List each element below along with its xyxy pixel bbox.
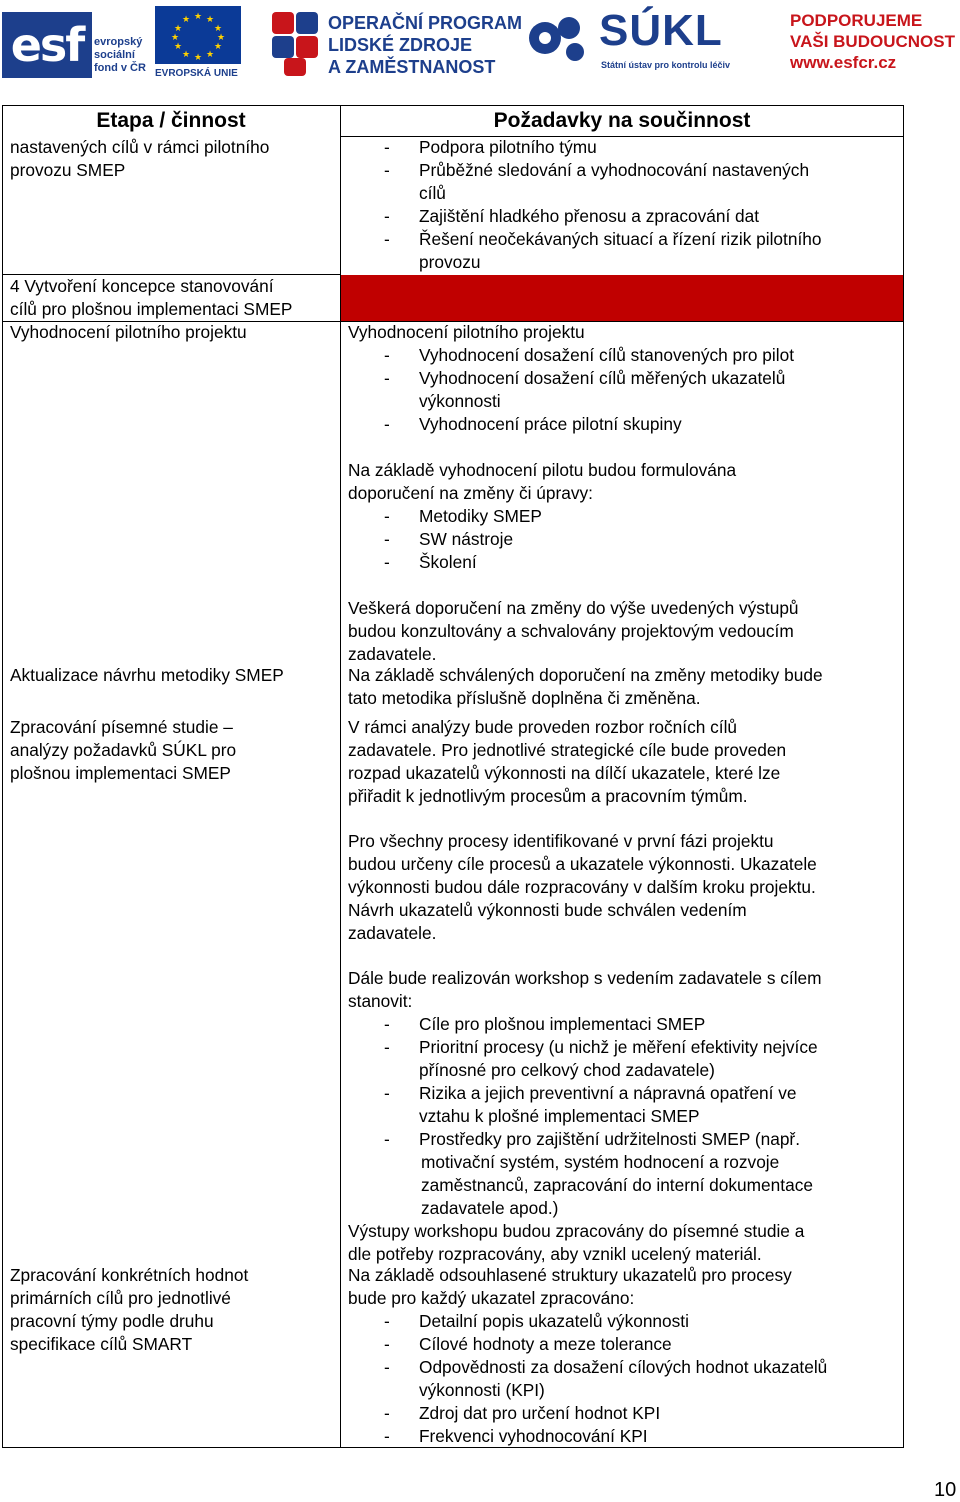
list-item: - Vyhodnocení dosažení cílů měřených ukazatelů: [384, 368, 786, 388]
requirements-cell-r1: [348, 136, 821, 274]
list-item-continuation: výkonnosti: [419, 391, 501, 411]
list-item: - Zajištění hladkého přenosu a zpracování dat: [384, 206, 760, 226]
requirements-cell-r5: V rámci analýzy bude proveden rozbor ročních cílů zadavatele. Pro jednotlivé strategické cíle bude proveden rozpad ukazatelů výkonnosti na dílčí ukazatele, které lze přiřadit k jednotlivým procesům a pracovním týmům. Pro všechny procesy identifikované v první fázi projektu budou určeny cíle procesů a ukazatele výkonnosti. Ukazatele výkonnosti budou dále rozpracovány v dalším kroku projektu. Návrh ukazatelů výkonnosti bude schválen vedením zadavatele. Dále bude realizován workshop s vedením zadavatele s cílem stanovit: - Cíle pro plošnou implementaci SMEP - Prioritní procesy (u nichž je měření efektivity nejvíce přínosné pro celkový chod zadavatele) - Rizika a jejich preventivní a nápravná opatření ve vztahu k plošné implementaci SMEP - Prostředky pro zajištění udržitelnosti SMEP (např. motivační systém, systém hodnocení a rozvoje zaměstnanců, zapracování do interní dokumentace zadavatele apod.) Výstupy workshopu budou zpracovány do písemné studie a dle potřeby rozpracovány, aby vznikl ucelený materiál.: [348, 717, 822, 1264]
list-item: - Prostředky pro zajištění udržitelnosti SMEP (např.: [384, 1129, 800, 1149]
list-item: - Podpora pilotního týmu: [384, 137, 597, 157]
sukl-subtitle: Státní ústav pro kontrolu léčiv: [601, 60, 731, 70]
list-item-continuation: zaměstnanců, zapracování do interní dokumentace: [421, 1175, 813, 1195]
page-number: 10: [934, 1479, 957, 1501]
table-border-left: [2, 105, 3, 1448]
table-border-right: [903, 105, 904, 1448]
requirements-cell-r4: Na základě schválených doporučení na změny metodiky bude tato metodika příslušně doplněna či změněna.: [348, 665, 823, 708]
list-item-continuation: motivační systém, systém hodnocení a rozvoje: [421, 1152, 780, 1172]
list-item: - Odpovědnosti za dosažení cílových hodnot ukazatelů: [384, 1357, 828, 1377]
list-item: - Cílové hodnoty a meze tolerance: [384, 1334, 672, 1354]
page-header: [0, 0, 960, 84]
stage-cell-r5: Zpracování písemné studie – analýzy požadavků SÚKL pro plošnou implementaci SMEP: [10, 717, 237, 783]
column-header-stage: Etapa / činnost: [96, 109, 246, 132]
list-item-continuation: zadavatele apod.): [421, 1198, 559, 1218]
list-item: - Metodiky SMEP: [384, 506, 542, 526]
list-item: - SW nástroje: [384, 529, 514, 549]
sukl-emblem-icon: [525, 8, 595, 70]
list-item: - Průběžné sledování a vyhodnocování nastavených: [384, 160, 810, 180]
stage-cell-r6: Zpracování konkrétních hodnot primárních cílů pro jednotlivé pracovní týmy podle druhu specifikace cílů SMART: [10, 1265, 249, 1354]
list-item: - Vyhodnocení práce pilotní skupiny: [384, 414, 682, 434]
list-item: - Cíle pro plošnou implementaci SMEP: [384, 1014, 706, 1034]
activities-table: [2, 105, 904, 1448]
oplz-logo: [268, 6, 523, 82]
esf-mark: esf: [2, 12, 92, 78]
list-item: - Frekvenci vyhodnocování KPI: [384, 1426, 648, 1446]
esf-logo: [2, 4, 154, 80]
list-item-continuation: provozu: [419, 252, 481, 272]
eu-logo: [155, 6, 241, 82]
stage-cell-r1: nastavených cílů v rámci pilotního provozu SMEP: [10, 137, 270, 180]
eu-caption: EVROPSKÁ UNIE: [155, 68, 238, 79]
oplz-caption: OPERAČNÍ PROGRAM LIDSKÉ ZDROJE A ZAMĚSTNANOST: [328, 13, 523, 77]
list-item-continuation: výkonnosti (KPI): [419, 1380, 545, 1400]
stage-cell-r3: Vyhodnocení pilotního projektu: [10, 322, 247, 342]
sukl-name: SÚKL: [599, 6, 723, 55]
puzzle-icon: [268, 6, 324, 78]
list-item: - Detailní popis ukazatelů výkonnosti: [384, 1311, 689, 1331]
list-item: - Školení: [384, 552, 477, 572]
requirements-cell-r3: Vyhodnocení pilotního projektu - Vyhodnocení dosažení cílů stanovených pro pilot - Vyhodnocení dosažení cílů měřených ukazatelů výkonnosti - Vyhodnocení práce pilotní skupiny Na základě vyhodnocení pilotu budou formulována doporučení na změny či úpravy: - Metodiky SMEP - SW nástroje - Školení Veškerá doporučení na změny do výše uvedených výstupů budou konzultovány a schvalovány projektovým vedoucím zadavatele.: [348, 322, 799, 664]
esf-caption: evropský sociální fond v ČR: [94, 36, 146, 74]
support-slogan: PODPORUJEME VAŠI BUDOUCNOST www.esfcr.cz: [790, 10, 960, 80]
stage-cell-r4: Aktualizace návrhu metodiky SMEP: [10, 665, 284, 685]
eu-flag-icon: ★ ★ ★ ★ ★ ★ ★ ★ ★ ★ ★ ★: [155, 6, 241, 64]
list-item-continuation: přínosné pro celkový chod zadavatele): [419, 1060, 715, 1080]
requirements-cell-r6: Na základě odsouhlasené struktury ukazatelů pro procesy bude pro každý ukazatel zpracováno: - Detailní popis ukazatelů výkonnosti - Cílové hodnoty a meze tolerance - Odpovědnosti za dosažení cílových hodnot ukazatelů výkonnosti (KPI) - Zdroj dat pro určení hodnot KPI - Frekvenci vyhodnocování KPI: [348, 1265, 828, 1446]
section-highlight-bar: [341, 275, 903, 321]
list-item-continuation: cílů: [419, 183, 446, 203]
list-item: - Vyhodnocení dosažení cílů stanovených pro pilot: [384, 345, 794, 365]
sukl-logo: [525, 8, 775, 80]
esf-website-link[interactable]: www.esfcr.cz: [790, 53, 897, 72]
column-header-requirements: Požadavky na součinnost: [493, 109, 751, 132]
stage-cell-r2: 4 Vytvoření koncepce stanovování cílů pro plošnou implementaci SMEP: [10, 276, 293, 319]
list-item: - Zdroj dat pro určení hodnot KPI: [384, 1403, 661, 1423]
list-item: - Prioritní procesy (u nichž je měření efektivity nejvíce: [384, 1037, 818, 1057]
list-item-continuation: vztahu k plošné implementaci SMEP: [419, 1106, 700, 1126]
list-item: - Řešení neočekávaných situací a řízení rizik pilotního: [384, 229, 822, 249]
list-item: - Rizika a jejich preventivní a nápravná opatření ve: [384, 1083, 797, 1103]
